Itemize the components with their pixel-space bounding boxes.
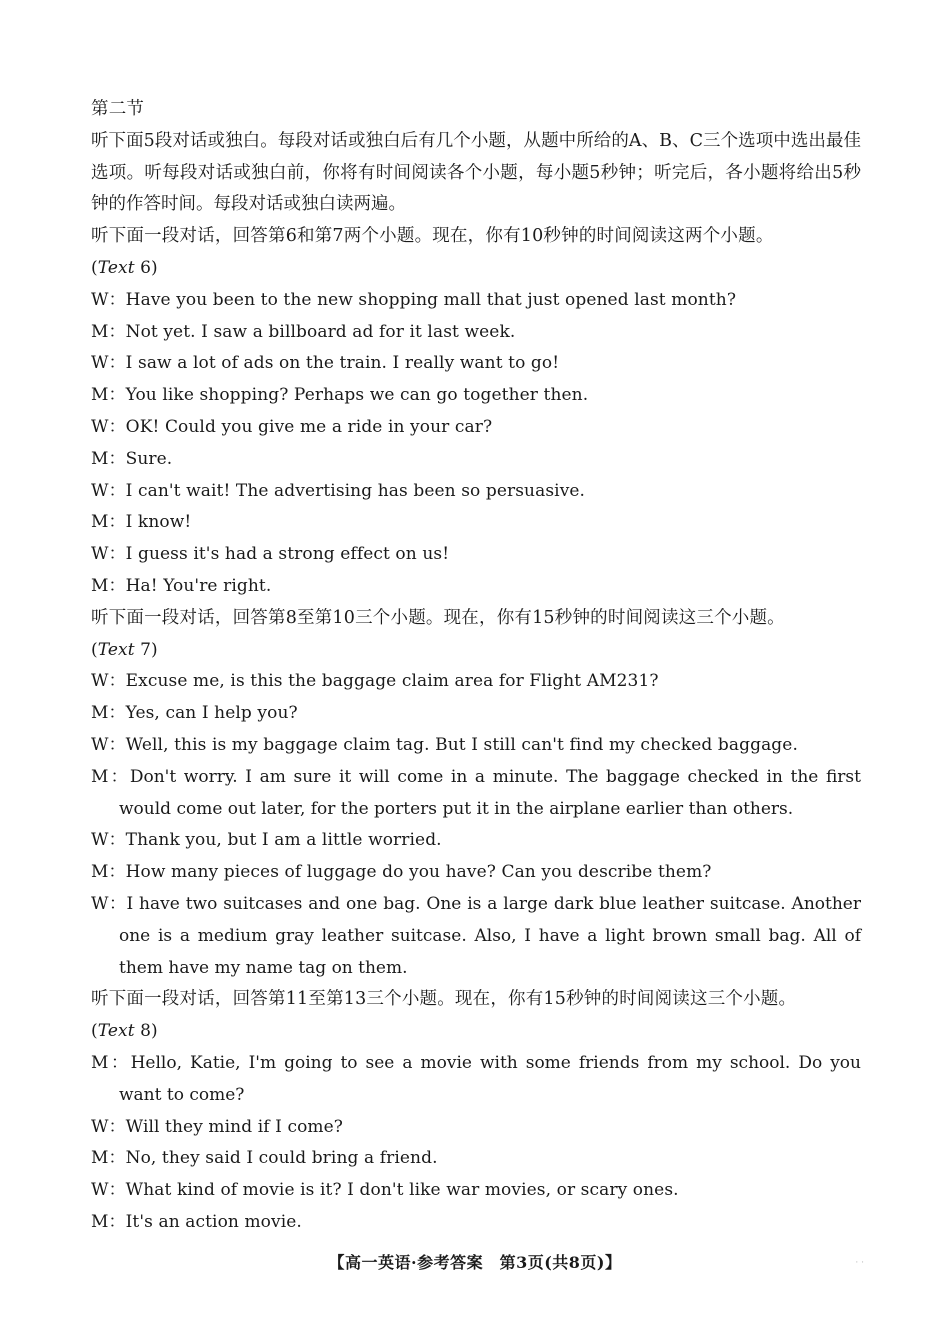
text7-intro: 听下面一段对话，回答第8至第10三个小题。现在，你有15秒钟的时间阅读这三个小题。 — [91, 607, 785, 628]
text6-intro: 听下面一段对话，回答第6和第7两个小题。现在，你有10秒钟的时间阅读这两个小题。 — [91, 226, 774, 247]
dialogue-line: W：I can't wait! The advertising has been so persuasive. — [91, 480, 586, 501]
dialogue-line: W：I guess it's had a strong effect on us! — [91, 544, 450, 565]
corner-mark: · · — [855, 1258, 864, 1268]
dialogue-line: M：It's an action movie. — [91, 1211, 302, 1232]
dialogue-line: W：Well, this is my baggage claim tag. But I still can't find my checked baggage. — [91, 734, 798, 755]
dialogue-line: W：OK! Could you give me a ride in your car? — [91, 416, 493, 437]
dialogue-line: M：Sure. — [91, 448, 173, 469]
dialogue-line: M：How many pieces of luggage do you have? Can you describe them? — [91, 862, 712, 883]
dialogue-line: M：You like shopping? Perhaps we can go together then. — [91, 385, 589, 406]
dialogue-line: W：Thank you, but I am a little worried. — [91, 830, 442, 851]
dialogue-line: M：Don't worry. I am sure it will come in a minute. The baggage checked in the first would come out later, for the porters put it in the airplane earlier than others. — [91, 766, 861, 819]
listening-instructions: 听下面5段对话或独白。每段对话或独白后有几个小题，从题中所给的A、B、C三个选项中选出最佳选项。听每段对话或独白前，你将有时间阅读各个小题，每小题5秒钟；听完后，各小题将给出5秒钟的作答时间。每段对话或独白读两遍。 — [91, 130, 861, 215]
dialogue-line: M：No, they said I could bring a friend. — [91, 1148, 438, 1169]
dialogue-line: W：I saw a lot of ads on the train. I really want to go! — [91, 353, 560, 374]
text7-label: (Text 7) — [91, 639, 158, 660]
dialogue-line: M：Yes, can I help you? — [91, 703, 298, 724]
dialogue-line: W：What kind of movie is it? I don't like war movies, or scary ones. — [91, 1180, 679, 1201]
dialogue-line: M：I know! — [91, 512, 192, 533]
dialogue-line: W：I have two suitcases and one bag. One is a large dark blue leather suitcase. Another one is a medium gray leather suitcase. Also, I have a light brown small bag. All of them have my name tag on them. — [91, 893, 861, 978]
dialogue-line: M：Not yet. I saw a billboard ad for it last week. — [91, 321, 516, 342]
document-page — [91, 94, 861, 1239]
dialogue-line: M：Ha! You're right. — [91, 575, 272, 596]
text8-intro: 听下面一段对话，回答第11至第13三个小题。现在，你有15秒钟的时间阅读这三个小题。 — [91, 989, 797, 1010]
dialogue-line: W：Excuse me, is this the baggage claim area for Flight AM231? — [91, 671, 659, 692]
text6-label: (Text 6) — [91, 257, 158, 278]
page-footer: 【高一英语·参考答案 第3页(共8页)】 — [328, 1253, 622, 1272]
dialogue-line: W：Will they mind if I come? — [91, 1116, 344, 1137]
section-title: 第二节 — [91, 99, 145, 119]
dialogue-line: M：Hello, Katie, I'm going to see a movie with some friends from my school. Do you want to come? — [91, 1052, 861, 1105]
text8-label: (Text 8) — [91, 1021, 158, 1042]
dialogue-line: W：Have you been to the new shopping mall that just opened last month? — [91, 289, 737, 310]
